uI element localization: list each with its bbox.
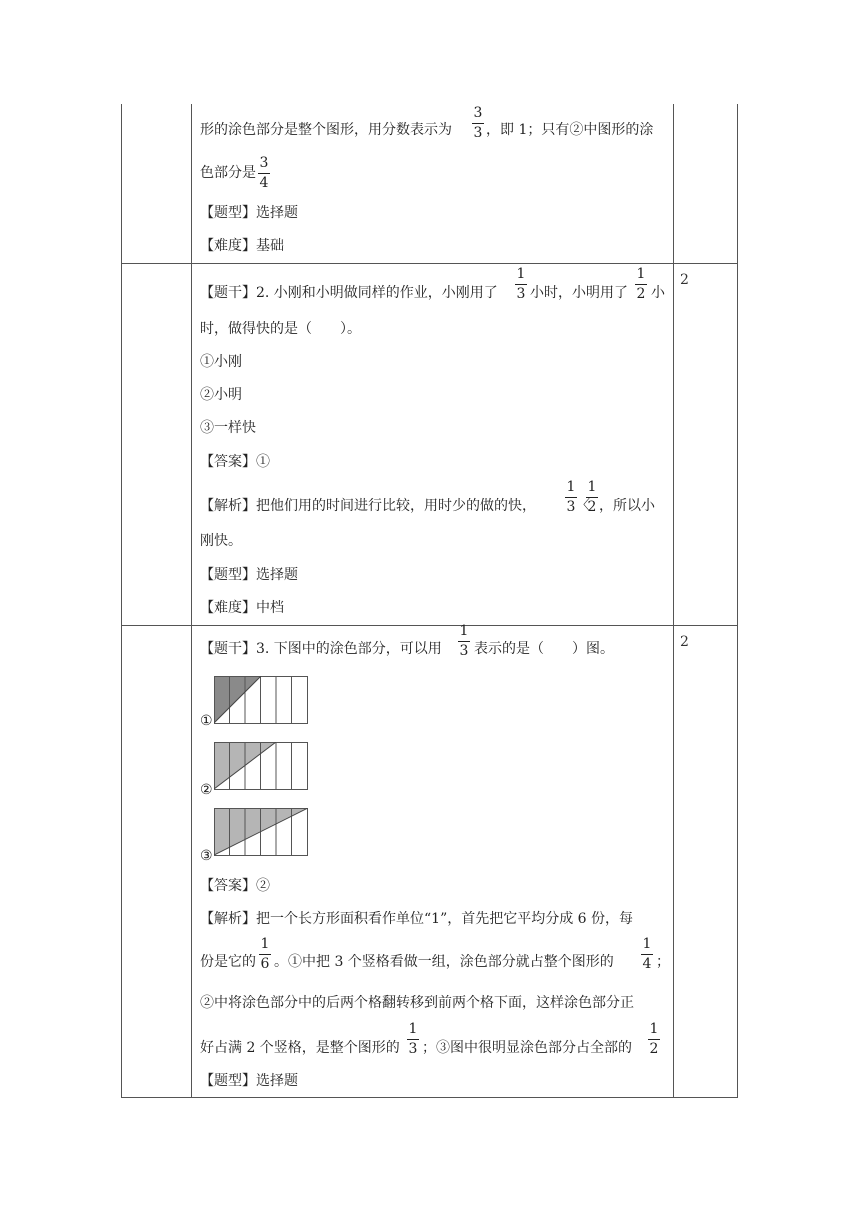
- analysis-line2-b: 。①中把 3 个竖格看做一组，涂色部分就占整个图形的: [274, 954, 614, 970]
- figure-label-2: ②: [200, 782, 213, 798]
- figure-1: [214, 676, 308, 724]
- score: 2: [680, 272, 689, 288]
- fraction: 1 4: [642, 936, 652, 972]
- analysis: 【解析】把他们用的时间进行比较，用时少的做的快，: [200, 498, 536, 514]
- difficulty: 【难度】基础: [200, 238, 284, 254]
- fraction: 3 4: [259, 155, 269, 191]
- analysis-line4-b: ；③图中很明显涂色部分占全部的: [422, 1040, 632, 1056]
- row1-line1-b: ，即 1；只有②中图形的涂: [486, 122, 654, 138]
- analysis-cont: ，所以小: [599, 498, 655, 514]
- fraction: 1 3: [408, 1021, 418, 1057]
- question-stem-cont: 表示的是（ ）图。: [474, 641, 614, 657]
- option-3: ③一样快: [200, 420, 256, 436]
- answer: 【答案】②: [200, 878, 270, 894]
- row1-line2: 色部分是: [200, 165, 256, 181]
- row-divider: [122, 263, 737, 264]
- fraction: 1 3: [566, 479, 576, 515]
- option-2: ②小明: [200, 387, 242, 403]
- fraction: 1 6: [260, 936, 270, 972]
- analysis-line3: ②中将涂色部分中的后两个格翻转移到前两个格下面，这样涂色部分正: [200, 995, 634, 1011]
- figure-2: [214, 742, 308, 790]
- analysis-line2: 刚快。: [200, 533, 242, 549]
- fraction: 1 3: [459, 623, 469, 659]
- question-stem: 【题干】2. 小刚和小明做同样的作业，小刚用了: [200, 285, 498, 301]
- question-stem: 【题干】3. 下图中的涂色部分，可以用: [200, 641, 442, 657]
- question-type: 【题型】选择题: [200, 205, 298, 221]
- question-stem-end: 小: [651, 285, 665, 301]
- less-than-symbol: 〈: [576, 498, 590, 514]
- fraction: 1 2: [649, 1021, 659, 1057]
- figure-3: [214, 808, 308, 856]
- difficulty: 【难度】中档: [200, 600, 284, 616]
- option-1: ①小刚: [200, 354, 242, 370]
- row-divider: [122, 625, 737, 626]
- question-type: 【题型】选择题: [200, 567, 298, 583]
- column-divider: [673, 104, 674, 1097]
- fraction: 1 3: [516, 266, 526, 302]
- question-stem-cont: 小时，小明用了: [530, 285, 628, 301]
- row1-line1-a: 形的涂色部分是整个图形，用分数表示为: [200, 122, 452, 138]
- analysis-line1: 【解析】把一个长方形面积看作单位“1”，首先把它平均分成 6 份，每: [200, 911, 634, 927]
- fraction: 1 2: [636, 266, 646, 302]
- analysis-line4-a: 好占满 2 个竖格，是整个图形的: [200, 1040, 400, 1056]
- question-stem-line2: 时，做得快的是（ ）。: [200, 321, 361, 337]
- figure-label-3: ③: [200, 848, 213, 864]
- analysis-line2-c: ；: [656, 954, 670, 970]
- fraction: 3 3: [473, 105, 483, 141]
- column-divider: [191, 104, 192, 1097]
- score: 2: [680, 634, 689, 650]
- figure-label-1: ①: [200, 713, 213, 729]
- analysis-line2-a: 份是它的: [200, 954, 256, 970]
- answer: 【答案】①: [200, 454, 270, 470]
- question-type: 【题型】选择题: [200, 1073, 298, 1089]
- fraction: 1 2: [587, 479, 597, 515]
